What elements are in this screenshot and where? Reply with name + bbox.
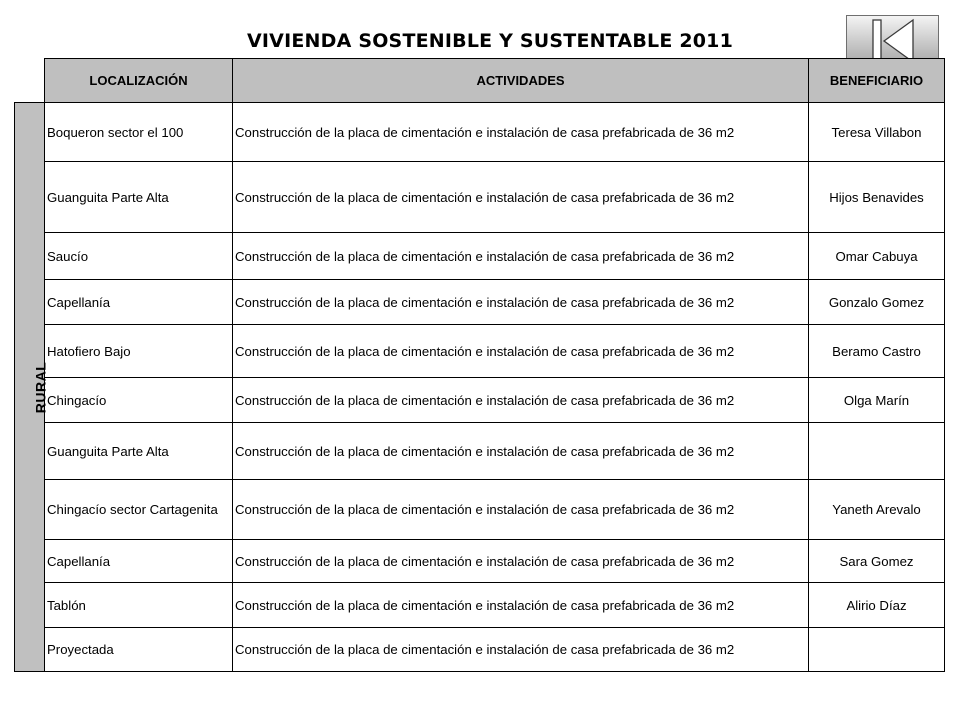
cell-localizacion: Chingacío: [45, 378, 233, 423]
table-row: [15, 162, 945, 233]
header-localizacion: LOCALIZACIÓN: [45, 59, 233, 103]
cell-localizacion: Chingacío sector Cartagenita: [45, 480, 233, 540]
cell-localizacion: Proyectada: [45, 628, 233, 672]
table-row: [15, 325, 945, 378]
cell-localizacion: Capellanía: [45, 280, 233, 325]
table-row: [15, 423, 945, 480]
cell-localizacion: Boqueron sector el 100: [45, 103, 233, 162]
page-title: VIVIENDA SOSTENIBLE Y SUSTENTABLE 2011: [247, 30, 733, 52]
cell-actividades: Construcción de la placa de cimentación e instalación de casa prefabricada de 36 m2: [233, 103, 809, 162]
cell-actividades: Construcción de la placa de cimentación e instalación de casa prefabricada de 36 m2: [233, 583, 809, 628]
cell-actividades: Construcción de la placa de cimentación e instalación de casa prefabricada de 36 m2: [233, 540, 809, 583]
cell-actividades: Construcción de la placa de cimentación e instalación de casa prefabricada de 36 m2: [233, 480, 809, 540]
cell-beneficiario: Olga Marín: [809, 378, 945, 423]
table-row: [15, 583, 945, 628]
cell-localizacion: Capellanía: [45, 540, 233, 583]
cell-beneficiario: Alirio Díaz: [809, 583, 945, 628]
table-row: [15, 103, 945, 162]
table-row: [15, 480, 945, 540]
cell-beneficiario: Hijos Benavides: [809, 162, 945, 233]
table-row: [15, 378, 945, 423]
table-body: [15, 103, 945, 672]
cell-localizacion: Tablón: [45, 583, 233, 628]
cell-beneficiario: Sara Gomez: [809, 540, 945, 583]
cell-beneficiario: [809, 628, 945, 672]
cell-actividades: Construcción de la placa de cimentación e instalación de casa prefabricada de 36 m2: [233, 628, 809, 672]
table-row: [15, 280, 945, 325]
group-label: RURAL: [32, 361, 49, 413]
cell-beneficiario: Yaneth Arevalo: [809, 480, 945, 540]
group-label-cell: [15, 103, 49, 672]
header-actividades: ACTIVIDADES: [233, 59, 809, 103]
table-row: [15, 540, 945, 583]
table-row: [15, 233, 945, 280]
cell-beneficiario: Omar Cabuya: [809, 233, 945, 280]
table-row: [15, 628, 945, 672]
cell-beneficiario: Beramo Castro: [809, 325, 945, 378]
housing-table: [14, 58, 945, 672]
header-beneficiario: BENEFICIARIO: [809, 59, 945, 103]
cell-beneficiario: Teresa Villabon: [809, 103, 945, 162]
cell-localizacion: Saucío: [45, 233, 233, 280]
cell-beneficiario: [809, 423, 945, 480]
cell-actividades: Construcción de la placa de cimentación e instalación de casa prefabricada de 36 m2: [233, 162, 809, 233]
cell-actividades: Construcción de la placa de cimentación e instalación de casa prefabricada de 36 m2: [233, 233, 809, 280]
cell-localizacion: Guanguita Parte Alta: [45, 423, 233, 480]
cell-actividades: Construcción de la placa de cimentación e instalación de casa prefabricada de 36 m2: [233, 280, 809, 325]
header-corner: [15, 59, 45, 103]
cell-localizacion: Guanguita Parte Alta: [45, 162, 233, 233]
cell-localizacion: Hatofiero Bajo: [45, 325, 233, 378]
cell-actividades: Construcción de la placa de cimentación e instalación de casa prefabricada de 36 m2: [233, 423, 809, 480]
cell-actividades: Construcción de la placa de cimentación e instalación de casa prefabricada de 36 m2: [233, 325, 809, 378]
table-header-row: [15, 59, 945, 103]
cell-actividades: Construcción de la placa de cimentación e instalación de casa prefabricada de 36 m2: [233, 378, 809, 423]
cell-beneficiario: Gonzalo Gomez: [809, 280, 945, 325]
